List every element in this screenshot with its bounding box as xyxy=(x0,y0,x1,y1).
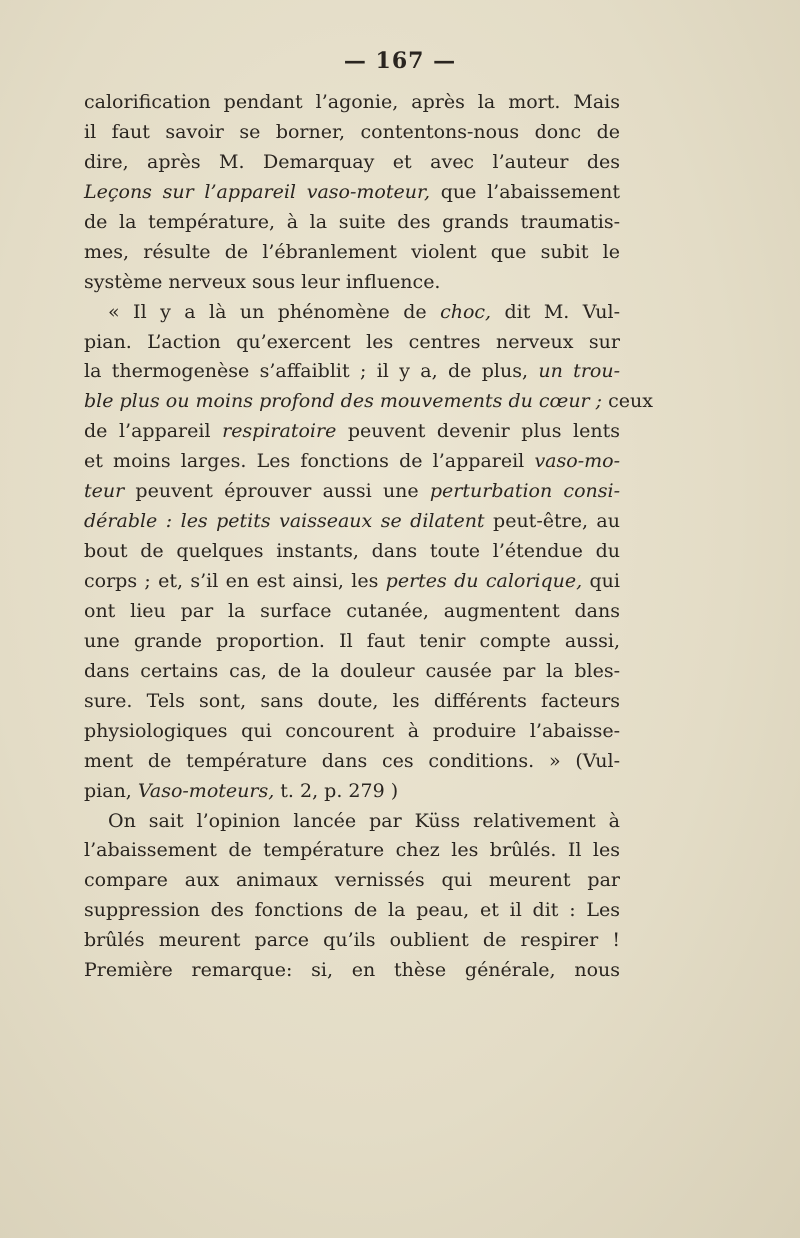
italic-text: un trou- xyxy=(538,360,620,383)
text-line xyxy=(84,627,620,657)
text-span: pian, xyxy=(84,779,138,802)
text-span: la thermogenèse s’affaiblit ; il y a, de plus, xyxy=(84,360,539,383)
italic-text: ble plus ou moins profond des mouvements du cœur ; xyxy=(84,390,603,413)
text-span: t. 2, p. 279 ) xyxy=(274,779,399,802)
text-line xyxy=(84,567,620,597)
text-line xyxy=(84,328,620,358)
italic-text: pertes du calorique, xyxy=(385,570,583,592)
text-line xyxy=(84,298,620,328)
text-line xyxy=(84,208,620,238)
text-line xyxy=(84,807,620,837)
italic-text: choc, xyxy=(440,300,492,323)
text-line xyxy=(84,148,620,178)
page-number: — 167 — xyxy=(343,48,457,74)
text-line xyxy=(84,836,620,866)
text-line xyxy=(84,717,620,747)
body-text xyxy=(84,88,653,986)
text-span: peut-être, au xyxy=(484,510,620,533)
text-line xyxy=(84,417,620,447)
text-span: brûlés meurent parce qu’ils oublient de respirer ! xyxy=(84,929,620,952)
italic-text: Vaso-moteurs, xyxy=(137,779,275,802)
text-span: de l’appareil xyxy=(84,420,223,443)
text-line xyxy=(84,268,620,298)
italic-text: respiratoire xyxy=(222,420,337,443)
text-span: dire, après M. Demarquay et avec l’auteur des xyxy=(84,150,620,173)
text-line xyxy=(84,357,620,387)
italic-text: vaso-mo- xyxy=(534,450,620,473)
text-span: suppression des fonctions de la peau, et il dit : Les xyxy=(84,899,620,922)
italic-text: Leçons sur l’appareil vaso-moteur, xyxy=(84,180,431,203)
text-span: « Il y a là un phénomène de xyxy=(108,300,441,323)
text-span: l’abaissement de température chez les brûlés. Il les xyxy=(84,839,620,862)
text-line xyxy=(84,657,620,687)
text-span: peuvent devenir plus lents xyxy=(336,420,621,443)
text-line xyxy=(84,687,620,717)
text-span: il faut savoir se borner, contentons-nous donc de xyxy=(84,120,620,143)
text-line xyxy=(84,866,620,896)
text-line xyxy=(84,238,620,268)
text-span: qui xyxy=(582,570,620,592)
text-line xyxy=(84,747,620,777)
italic-text: dérable : les petits vaisseaux se dilatent xyxy=(84,510,485,533)
italic-text: teur xyxy=(84,480,125,503)
text-span: dit M. Vul- xyxy=(491,300,620,323)
text-span: corps ; et, s’il en est ainsi, les xyxy=(84,570,386,592)
text-span: ceux xyxy=(602,390,653,413)
italic-text: perturbation consi- xyxy=(429,480,620,503)
text-line xyxy=(84,178,620,208)
text-span: On sait l’opinion lancée par Küss relativement à xyxy=(108,809,620,832)
text-span: compare aux animaux vernissés qui meurent par xyxy=(84,869,620,892)
text-span: sure. Tels sont, sans doute, les différents facteurs xyxy=(84,689,620,712)
text-span: calorification pendant l’agonie, après la mort. Mais xyxy=(84,91,620,113)
text-span: pian. L’action qu’exercent les centres nerveux sur xyxy=(84,330,620,353)
text-span: dans certains cas, de la douleur causée par la bles- xyxy=(84,659,620,682)
text-line xyxy=(84,896,620,926)
text-line xyxy=(84,88,620,118)
text-span: ont lieu par la surface cutanée, augmentent dans xyxy=(84,599,620,622)
text-span: bout de quelques instants, dans toute l’étendue du xyxy=(84,540,620,563)
text-span: physiologiques qui concourent à produire l’abaisse- xyxy=(84,719,620,742)
text-line xyxy=(84,537,620,567)
text-line xyxy=(84,118,620,148)
text-span: système nerveux sous leur influence. xyxy=(84,270,441,293)
text-span: de la température, à la suite des grands traumatis- xyxy=(84,210,620,233)
text-line xyxy=(84,926,620,956)
text-span: mes, résulte de l’ébranlement violent que subit le xyxy=(84,240,620,263)
text-line xyxy=(84,956,620,986)
text-span: Première remarque: si, en thèse générale, nous xyxy=(84,959,620,982)
text-line xyxy=(84,447,620,477)
text-line xyxy=(84,477,620,507)
text-span: peuvent éprouver aussi une xyxy=(124,480,430,503)
text-line xyxy=(84,507,620,537)
text-line xyxy=(84,777,620,807)
text-span: et moins larges. Les fonctions de l’appareil xyxy=(84,450,535,473)
text-span: que l’abaissement xyxy=(430,180,620,203)
text-line xyxy=(84,387,653,417)
text-span: une grande proportion. Il faut tenir compte aussi, xyxy=(84,629,620,652)
text-span: ment de température dans ces conditions. » (Vul- xyxy=(84,749,620,772)
text-line xyxy=(84,597,620,627)
